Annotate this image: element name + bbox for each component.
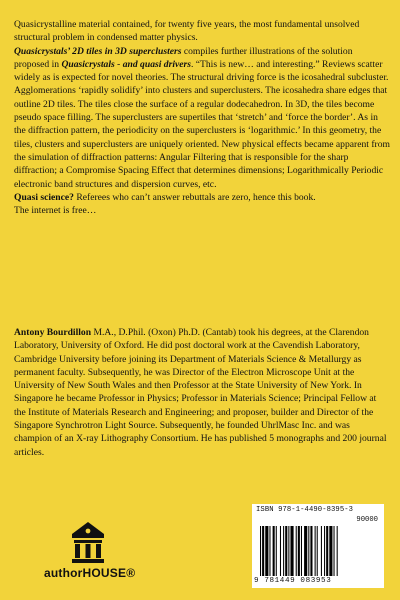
book-title: Quasicrystals’ 2D tiles in 3D superclusters: [14, 45, 182, 57]
author-bio: [14, 326, 390, 459]
isbn-barcode: [252, 504, 384, 588]
blurb-text: compiles further illustrations of the solution proposed in: [14, 45, 353, 70]
quasi-science-heading: Quasi science?: [14, 191, 74, 203]
quasi-science-text: Referees who can’t answer rebuttals are zero, hence this book.: [73, 191, 316, 203]
blurb-paragraph: [14, 18, 390, 217]
bio-text: M.A., D.Phil. (Oxon) Ph.D. (Cantab) took his degrees, at the Clarendon Laboratory, University of Oxford. He did post doctoral work at the Cavendish Laboratory, Cambridge University before joining its Department of Materials Science & Metallurgy as permanent faculty. Subsequently, he was Director of the Electron Microscope Unit at the University of New South Wales and then Professor at the State University of New York. In Singapore he became Professor in Physics; Professor in Materials Science; Principal Fellow at the Institute of Materials Research and Engineering; and proposer, builder and Director of the Singapore Synchrotron Light Source. Subsequently, he founded UhrlMasc Inc. and was champion of an X-ray Lithography Consortium. He has published 5 monographs and 200 journal articles.: [14, 327, 387, 458]
bio-paragraph: [14, 326, 390, 459]
previous-book-title: Quasicrystals - and quasi drivers: [61, 58, 191, 70]
back-cover-blurb: [14, 18, 390, 217]
authorhouse-building-icon: [70, 520, 106, 564]
publisher-logo: [44, 520, 136, 586]
publisher-name: authorHOUSE®: [44, 566, 136, 580]
blurb-closing: The internet is free…: [14, 205, 97, 217]
blurb-body: . “This is new… and interesting.” Reviews scatter widely as is expected for novel theories. The structural driving force is the icosahedral subcluster. Agglomerations ‘rapidly solidify’ into clusters and superclusters. The icosahedra share edges that outline 2D tiles. The tiles close the surface of a regular dodecahedron. In 3D, the tiles become pseudo space filling. The superclusters are supertiles that ‘stretch’ and ‘force the border’. As in the diffraction pattern, the periodicity on the superclusters is ‘logarithmic.’ In this geometry, the tiles, clusters and superclusters are uniquely oriented. New physical effects became apparent from the simulation of diffraction patterns: Angular Filtering that is responsible for the sharp diffraction; a Compromise Spacing Effect that determines dimensions; Logarithmically Periodic electronic band structures and dispersion curves, etc.: [14, 58, 390, 190]
ean-digits: 9 781449 083953: [254, 577, 332, 585]
price-code: 90000: [356, 516, 378, 524]
blurb-intro: Quasicrystalline material contained, for twenty five years, the most fundamental unsolved structural problem in condensed matter physics.: [14, 19, 360, 44]
isbn-number: ISBN 978-1-4490-8395-3: [256, 506, 354, 514]
author-name: Antony Bourdillon: [14, 327, 92, 338]
barcode-bars: [258, 526, 382, 576]
